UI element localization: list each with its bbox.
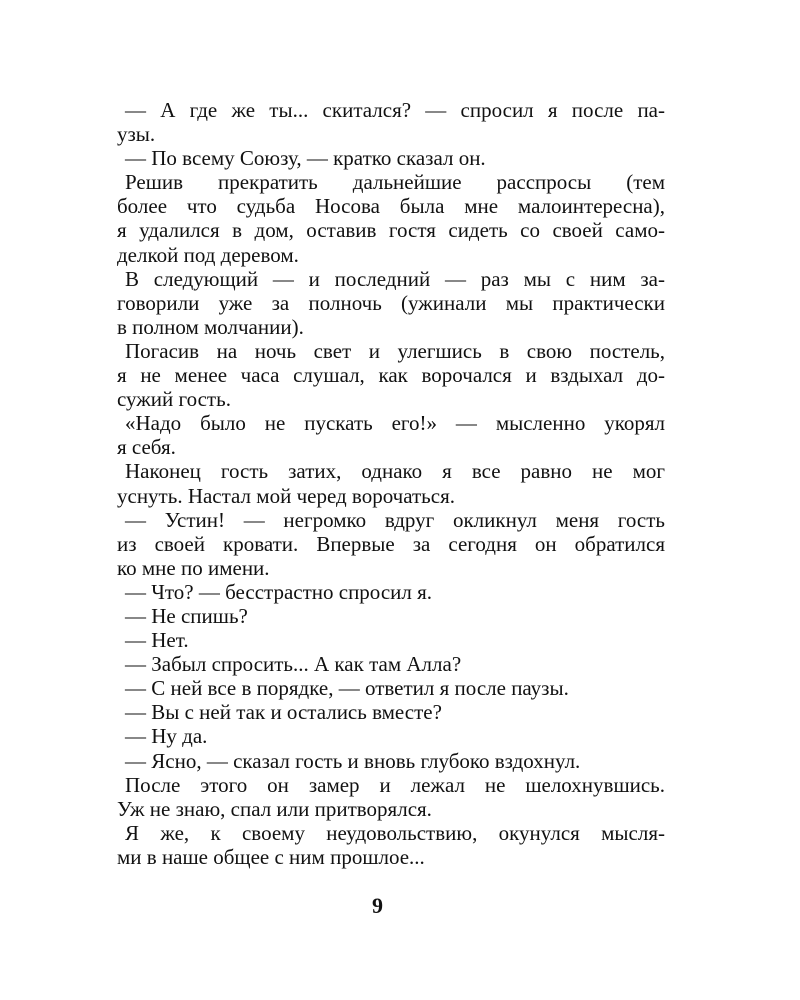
text-line: — А где же ты... скитался? — спросил я после па- (125, 98, 665, 122)
text-line: в полном молчании). (117, 314, 304, 339)
text-line: — Ну да. (125, 724, 208, 749)
text-line: — Устин! — негромко вдруг окликнул меня гость (125, 507, 665, 532)
text-line: — Забыл спросить... А как там Алла? (125, 652, 462, 677)
text-line: Решив прекратить дальнейшие расспросы (тем (125, 170, 665, 195)
text-line: Уж не знаю, спал или притворялся. (117, 796, 432, 821)
text-line: — Ясно, — сказал гость и вновь глубоко вздохнул. (125, 748, 581, 773)
text-line: из своей кровати. Впервые за сегодня он обратился (117, 531, 665, 556)
text-line: говорили уже за полночь (ужинали мы практически (117, 290, 665, 315)
text-line: — По всему Союзу, — кратко сказал он. (125, 146, 486, 171)
text-line: — С ней все в порядке, — ответил я после паузы. (125, 676, 569, 701)
text-line: узы. (117, 122, 156, 147)
text-line: — Что? — бесстрастно спросил я. (125, 579, 433, 604)
text-line: ми в наше общее с ним прошлое... (117, 844, 425, 869)
text-line: уснуть. Настал мой черед ворочаться. (117, 483, 455, 508)
text-line: После этого он замер и лежал не шелохнувшись. (125, 772, 665, 797)
text-line: — Нет. (125, 628, 189, 653)
text-line: Я же, к своему неудовольствию, окунулся мысля- (125, 820, 665, 845)
text-line: — Не спишь? (125, 603, 248, 628)
text-line: делкой под деревом. (117, 242, 299, 267)
text-line: ко мне по имени. (117, 555, 270, 580)
text-line: Погасив на ночь свет и улегшись в свою постель, (125, 338, 665, 363)
body-text (117, 98, 665, 869)
text-line: В следующий — и последний — раз мы с ним за- (125, 266, 665, 291)
text-line: — Вы с ней так и остались вместе? (125, 700, 442, 725)
text-line: «Надо было не пускать его!» — мысленно укорял (125, 411, 665, 436)
text-line: более что судьба Носова была мне малоинтересна), (117, 194, 665, 219)
text-line: Наконец гость затих, однако я все равно не мог (125, 459, 665, 484)
text-line: я не менее часа слушал, как ворочался и вздыхал до- (117, 363, 665, 388)
text-line: сужий гость. (117, 387, 231, 412)
page-number: 9 (372, 893, 383, 918)
text-line: я удалился в дом, оставив гостя сидеть со своей само- (117, 218, 665, 243)
text-line: я себя. (117, 435, 176, 460)
